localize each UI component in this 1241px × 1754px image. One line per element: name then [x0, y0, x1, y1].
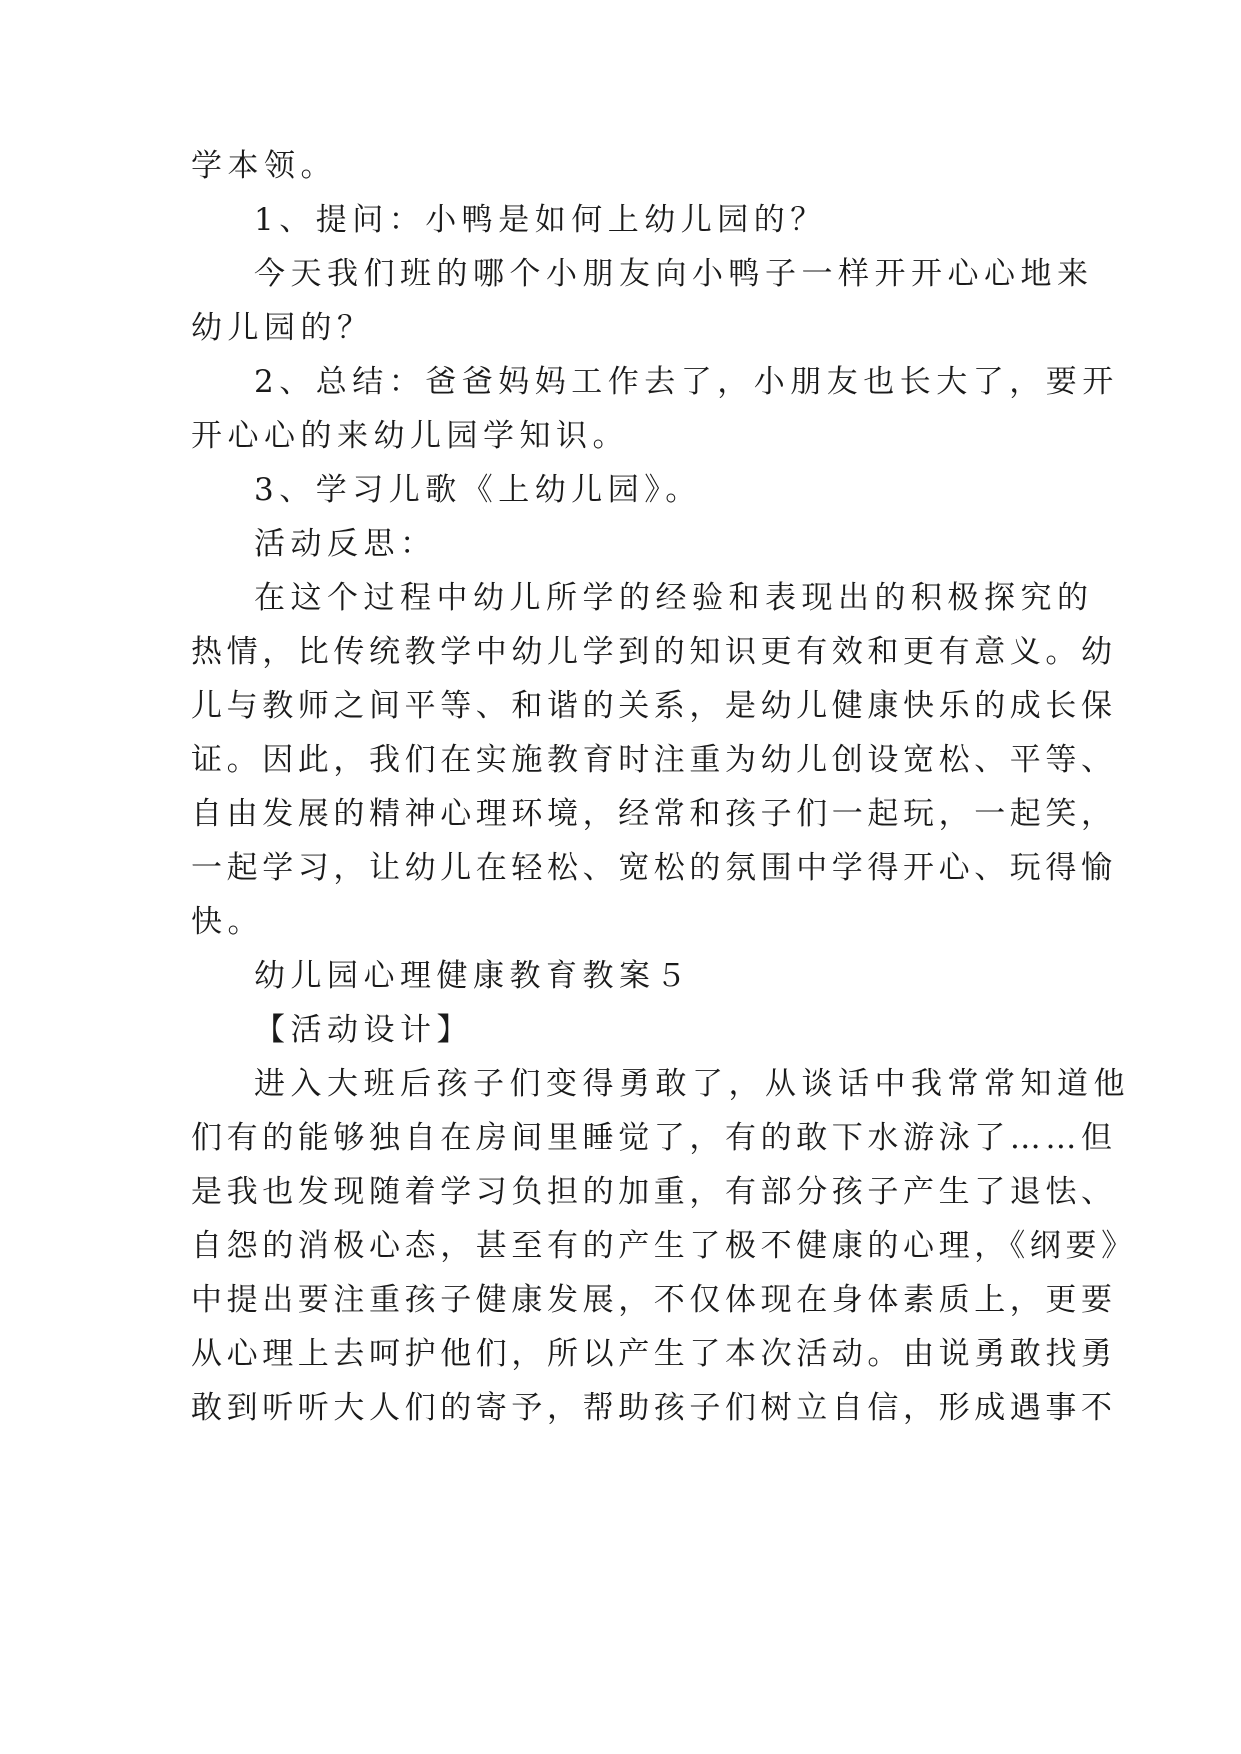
section-heading: 幼儿园心理健康教育教案５ [254, 958, 692, 994]
text-line: 是我也发现随着学习负担的加重，有部分孩子产生了退怯、 [191, 1174, 1117, 1210]
text-line: 从心理上去呵护他们，所以产生了本次活动。由说勇敢找勇 [191, 1336, 1117, 1372]
text-line: 自由发展的精神心理环境，经常和孩子们一起玩，一起笑， [191, 796, 1117, 832]
text-line: 自怨的消极心态，甚至有的产生了极不健康的心理，《纲要》 [191, 1228, 1137, 1264]
text-line: 热情，比传统教学中幼儿学到的知识更有效和更有意义。幼 [191, 634, 1117, 670]
text-line: 在这个过程中幼儿所学的经验和表现出的积极探究的 [254, 580, 1094, 616]
text-line: 儿与教师之间平等、和谐的关系，是幼儿健康快乐的成长保 [191, 688, 1117, 724]
text-line: 1、提问：小鸭是如何上幼儿园的？ [254, 202, 827, 238]
text-line: 一起学习，让幼儿在轻松、宽松的氛围中学得开心、玩得愉 [191, 850, 1117, 886]
subsection-heading: 【活动设计】 [254, 1012, 473, 1048]
text-line: 今天我们班的哪个小朋友向小鸭子一样开开心心地来 [254, 256, 1094, 292]
text-line: 开心心的来幼儿园学知识。 [191, 418, 629, 454]
text-line: 学本领。 [191, 148, 337, 184]
text-line: 证。因此，我们在实施教育时注重为幼儿创设宽松、平等、 [191, 742, 1117, 778]
text-line: 活动反思： [254, 526, 437, 562]
text-line: 2、总结：爸爸妈妈工作去了，小朋友也长大了，要开 [254, 364, 1119, 400]
text-line: 快。 [191, 904, 264, 940]
text-line: 进入大班后孩子们变得勇敢了，从谈话中我常常知道他 [254, 1066, 1130, 1102]
text-line: 3、学习儿歌《上幼儿园》。 [254, 472, 702, 508]
text-line: 们有的能够独自在房间里睡觉了，有的敢下水游泳了……但 [191, 1120, 1117, 1156]
text-line: 中提出要注重孩子健康发展，不仅体现在身体素质上，更要 [191, 1282, 1117, 1318]
text-line: 敢到听听大人们的寄予，帮助孩子们树立自信，形成遇事不 [191, 1390, 1117, 1426]
text-line: 幼儿园的？ [191, 310, 374, 346]
